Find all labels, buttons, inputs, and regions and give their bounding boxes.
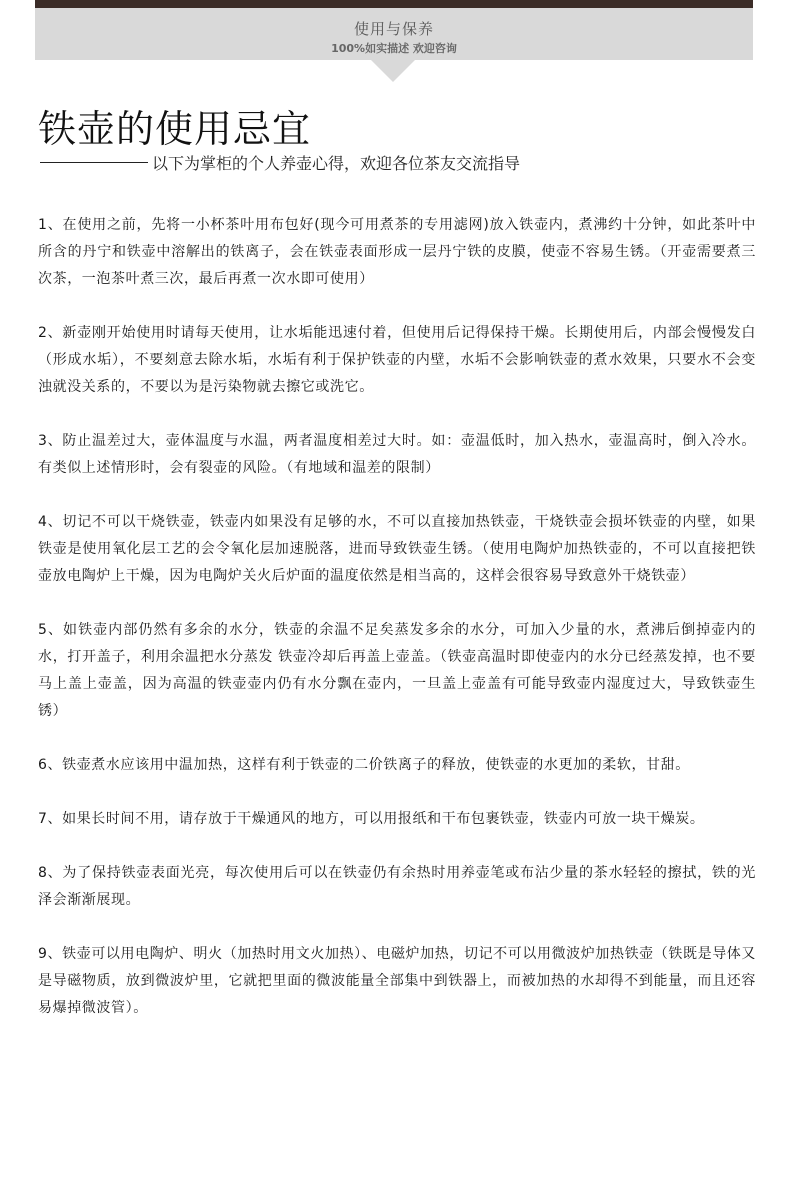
tip-paragraph-8: 8、为了保持铁壶表面光亮，每次使用后可以在铁壶仍有余热时用养壶笔或布沾少量的茶水轻轻的擦拭，铁的光泽会渐渐展现。 [38, 865, 756, 908]
page-subtitle: 以下为掌柜的个人养壶心得，欢迎各位茶友交流指导 [152, 153, 521, 173]
tip-paragraph-6: 6、铁壶煮水应该用中温加热，这样有利于铁壶的二价铁离子的释放，使铁壶的水更加的柔软，甘甜。 [38, 757, 690, 773]
banner-title: 使用与保养 [353, 20, 434, 38]
tip-paragraph-5: 5、如铁壶内部仍然有多余的水分，铁壶的余温不足矣蒸发多余的水分，可加入少量的水，煮沸后倒掉壶内的水，打开盖子，利用余温把水分蒸发 铁壶冷却后再盖上壶盖。（铁壶高温时即使壶内的水分已经蒸发掉，也不要马上盖上壶盖，因为高温的铁壶壶内仍有水分飘在壶内，一旦盖上壶盖有可能导致壶内湿度过大，导致铁壶生锈） [38, 622, 756, 719]
tip-paragraph-3: 3、防止温差过大，壶体温度与水温，两者温度相差过大时。如：壶温低时，加入热水，壶温高时，倒入冷水。有类似上述情形时，会有裂壶的风险。（有地域和温差的限制） [38, 433, 756, 476]
top-decor-bar [35, 0, 753, 8]
banner-pointer-arrow [371, 60, 415, 82]
tip-paragraph-9: 9、铁壶可以用电陶炉、明火（加热时用文火加热）、电磁炉加热，切记不可以用微波炉加热铁壶（铁既是导体又是导磁物质，放到微波炉里，它就把里面的微波能量全部集中到铁器上，而被加热的水却得不到能量，而且还容易爆掉微波管）。 [38, 946, 756, 1016]
usage-tips-list [38, 212, 756, 1022]
subtitle-dash-line [40, 162, 148, 163]
tip-paragraph-4: 4、切记不可以干烧铁壶，铁壶内如果没有足够的水，不可以直接加热铁壶，干烧铁壶会损坏铁壶的内壁，如果铁壶是使用氧化层工艺的会令氧化层加速脱落，进而导致铁壶生锈。（使用电陶炉加热铁壶的，不可以直接把铁壶放电陶炉上干燥，因为电陶炉关火后炉面的温度依然是相当高的，这样会很容易导致意外干烧铁壶） [38, 514, 756, 584]
tip-paragraph-7: 7、如果长时间不用，请存放于干燥通风的地方，可以用报纸和干布包裹铁壶，铁壶内可放一块干燥炭。 [38, 811, 705, 827]
tip-paragraph-1: 1、在使用之前，先将一小杯茶叶用布包好(现今可用煮茶的专用滤网)放入铁壶内，煮沸约十分钟，如此茶叶中所含的丹宁和铁壶中溶解出的铁离子，会在铁壶表面形成一层丹宁铁的皮膜，使壶不容易生锈。（开壶需要煮三次茶，一泡茶叶煮三次，最后再煮一次水即可使用） [38, 217, 756, 287]
page-subtitle-row [40, 150, 520, 174]
tip-paragraph-2: 2、新壶刚开始使用时请每天使用，让水垢能迅速付着，但使用后记得保持干燥。长期使用后，内部会慢慢发白（形成水垢），不要刻意去除水垢，水垢有利于保护铁壶的内壁，水垢不会影响铁壶的煮水效果，只要水不会变浊就没关系的，不要以为是污染物就去擦它或洗它。 [38, 325, 756, 395]
page-title: 铁壶的使用忌宜 [38, 107, 312, 151]
section-banner [35, 8, 753, 60]
banner-subtitle: 100%如实描述 欢迎咨询 [331, 42, 457, 55]
